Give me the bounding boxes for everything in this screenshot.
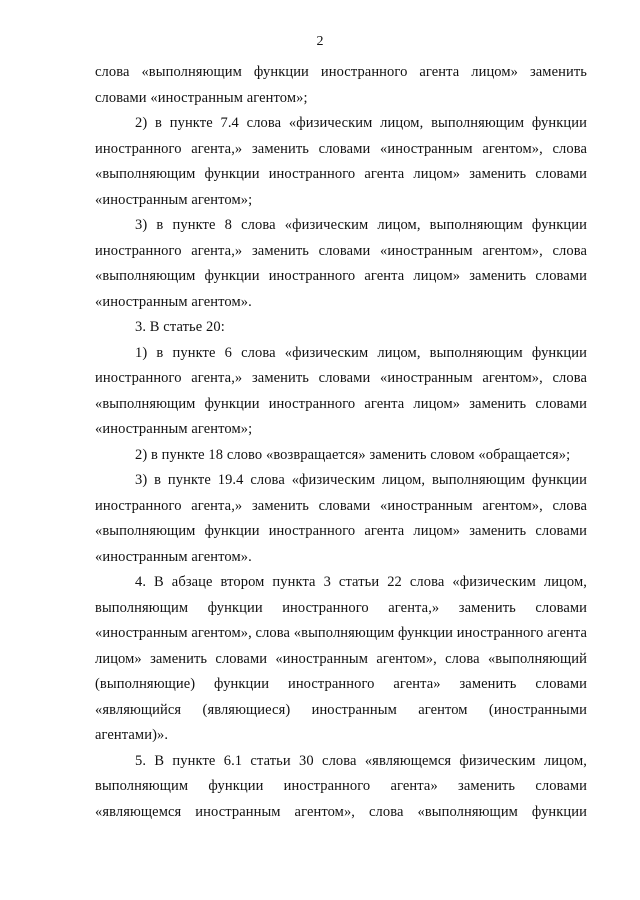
page-number: 2 (316, 34, 324, 49)
paragraph-continuation: слова «выполняющим функции иностранного агента лицом» заменить словами «иностранным агентом»; (95, 64, 587, 106)
paragraph-item-1-point-6: 1) в пункте 6 слова «физическим лицом, выполняющим функции иностранного агента,» заменить словами «иностранным агентом», слова «выполняющим функции иностранного агента лицом» заменить словами «иностранным агентом»; (95, 344, 587, 437)
paragraph-item-2-point-18: 2) в пункте 18 слово «возвращается» заменить словом «обращается»; (135, 446, 571, 463)
paragraph-section-5-article-30: 5. В пункте 6.1 статьи 30 слова «являющемся физическим лицом, выполняющим функции иностранного агента» заменить словами «являющемся иностранным агентом», слова «выполняющим функции (95, 752, 587, 820)
paragraph-section-3-article-20: 3. В статье 20: (135, 319, 225, 335)
paragraph-item-2-point-7-4: 2) в пункте 7.4 слова «физическим лицом, выполняющим функции иностранного агента,» заменить словами «иностранным агентом», слова «выполняющим функции иностранного агента лицом» заменить словами «иностранным агентом»; (95, 115, 587, 208)
paragraph-section-4-article-22: 4. В абзаце втором пункта 3 статьи 22 слова «физическим лицом, выполняющим функции иностранного агента,» заменить словами «иностранным агентом», слова «выполняющим функции иностранного агента лицом» заменить словами «иностранным агентом», слова «выполняющий (выполняющие) функции иностранного агента» заменить словами «являющийся (являющиеся) иностранным агентом (иностранными агентами)». (95, 574, 588, 743)
paragraph-item-3-point-19-4: 3) в пункте 19.4 слова «физическим лицом, выполняющим функции иностранного агента,» заменить словами «иностранным агентом», слова «выполняющим функции иностранного агента лицом» заменить словами «иностранным агентом». (95, 472, 587, 565)
document-body (95, 60, 587, 825)
paragraph-item-3-point-8: 3) в пункте 8 слова «физическим лицом, выполняющим функции иностранного агента,» заменить словами «иностранным агентом», слова «выполняющим функции иностранного агента лицом» заменить словами «иностранным агентом». (95, 217, 587, 310)
